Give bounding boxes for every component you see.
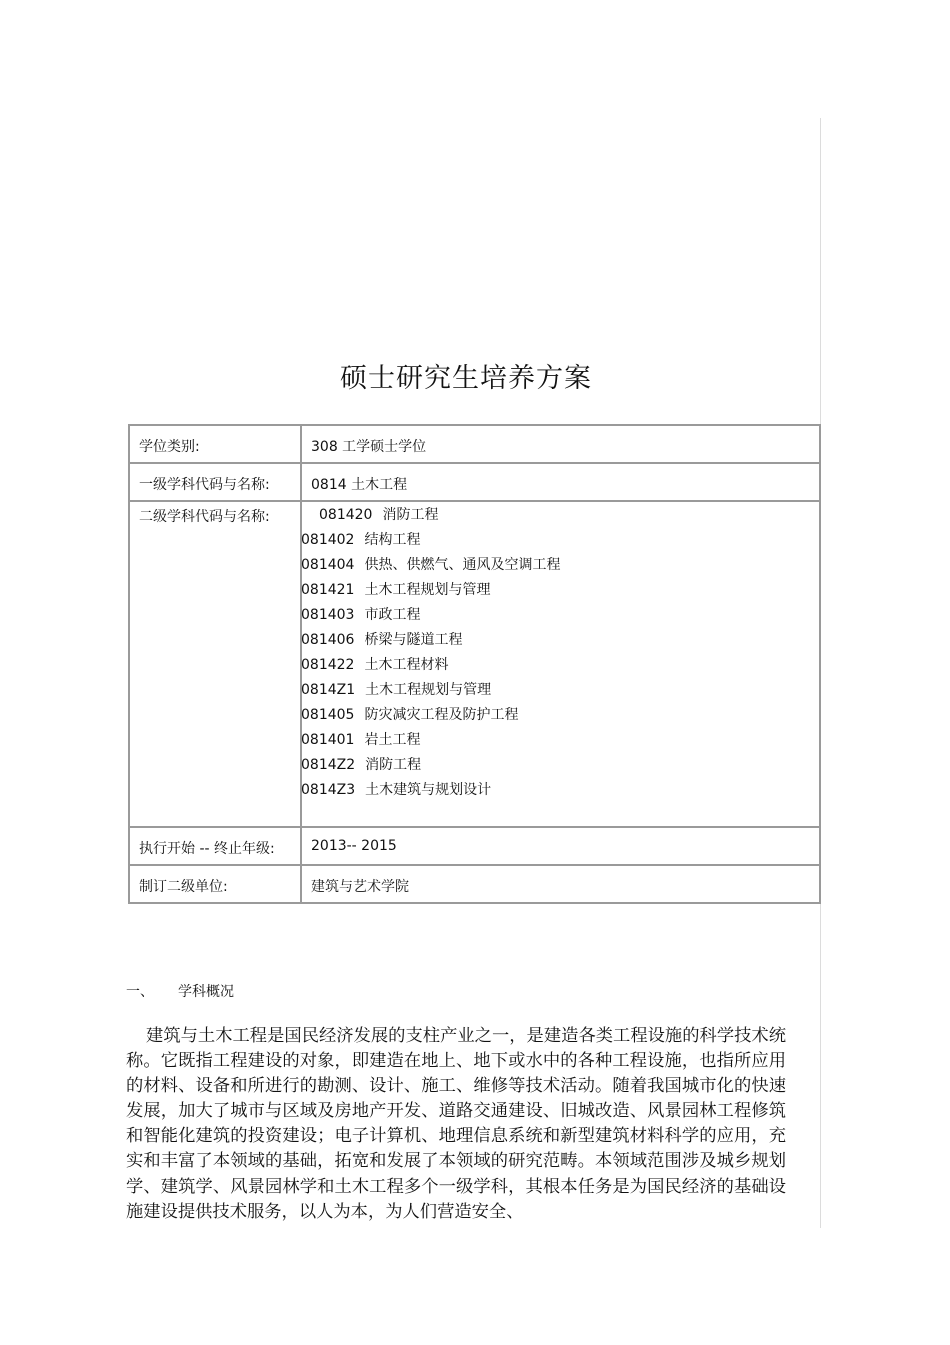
item-name: 土木工程规划与管理 [364,582,491,598]
table-row [129,425,820,463]
section-title: 学科概况 [178,984,234,1000]
table-row [129,501,820,827]
list-item [301,729,819,754]
list-item [301,654,819,679]
item-code: 081406 [301,632,355,648]
item-name: 防灾减灾工程及防护工程 [364,707,519,723]
item-name: 岩土工程 [364,732,421,748]
list-item [301,754,819,779]
item-name: 消防工程 [365,757,422,773]
item-code: 081404 [301,557,355,573]
list-item [301,679,819,704]
row-label: 执行开始 -- 终止年级: [129,827,301,865]
item-code: 081420 [319,507,373,523]
list-item [311,504,819,529]
item-code: 081402 [301,532,355,548]
list-item [301,779,819,804]
item-name: 消防工程 [382,507,439,523]
row-value: 0814 土木工程 [301,463,820,501]
item-name: 供热、供燃气、通风及空调工程 [364,557,561,573]
item-code: 0814Z3 [301,782,356,798]
list-item [301,579,819,604]
item-code: 081422 [301,657,355,673]
list-item [301,604,819,629]
item-code: 0814Z2 [301,757,356,773]
row-value: 308 工学硕士学位 [301,425,820,463]
item-name: 土木工程材料 [364,657,449,673]
item-name: 结构工程 [364,532,421,548]
paragraph-text: 建筑与土木工程是国民经济发展的支柱产业之一，是建造各类工程设施的科学技术统称。它既指工程建设的对象，即建造在地上、地下或水中的各种工程设施，也指所应用的材料、设备和所进行的勘测、设计、施工、维修等技术活动。随着我国城市化的快速发展，加大了城市与区域及房地产开发、道路交通建设、旧城改造、风景园林工程修筑和智能化建筑的投资建设；电子计算机、地理信息系统和新型建筑材料科学的应用，充实和丰富了本领域的基础，拓宽和发展了本领域的研究范畴。本领域范围涉及城乡规划学、建筑学、风景园林学和土木工程多个一级学科，其根本任务是为国民经济的基础设施建设提供技术服务，以人为本，为人们营造安全、 [126,1026,786,1222]
row-label: 学位类别: [129,425,301,463]
info-table [128,424,821,904]
section-number: 一、 [126,984,154,1000]
list-item [301,629,819,654]
item-name: 市政工程 [364,607,421,623]
row-value: 建筑与艺术学院 [301,865,820,903]
item-code: 081403 [301,607,355,623]
list-item [301,704,819,729]
document-title: 硕士研究生培养方案 [340,363,592,394]
item-code: 0814Z1 [301,682,356,698]
section-heading [126,981,234,1001]
item-code: 081401 [301,732,355,748]
table-row [129,463,820,501]
row-label: 二级学科代码与名称: [129,501,301,827]
table-row [129,865,820,903]
section-paragraph [126,1024,786,1225]
table-row [129,827,820,865]
row-label: 制订二级单位: [129,865,301,903]
item-name: 土木建筑与规划设计 [365,782,492,798]
row-label: 一级学科代码与名称: [129,463,301,501]
item-code: 081421 [301,582,355,598]
item-code: 081405 [301,707,355,723]
subdiscipline-list [301,501,820,827]
row-value: 2013-- 2015 [301,827,820,865]
list-item [301,529,819,554]
item-name: 桥梁与隧道工程 [364,632,463,648]
item-name: 土木工程规划与管理 [365,682,492,698]
list-item [301,554,819,579]
